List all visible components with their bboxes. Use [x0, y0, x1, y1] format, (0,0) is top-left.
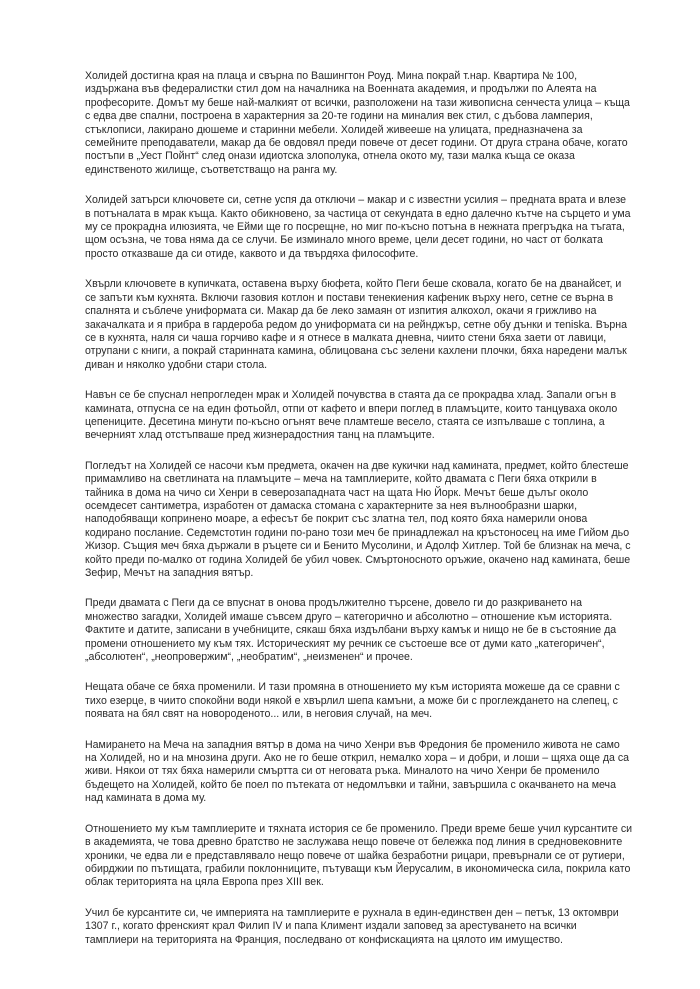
paragraph: Намирането на Меча на западния вятър в дома на чичо Хенри във Фредония бе променило живота не само на Холидей, но и на мнозина други. Ако не го беше открил, немалко хора – и добри, и лоши – щяха още да са живи. Някои от тях бяха намерили смъртта си от неговата ръка. Миналото на чичо Хенри бе променило бъдещето на Холидей, който бе поел по пътеката от недомлъвки и тайни, завършила с окачването на меча над камината в дома му. — [85, 738, 630, 805]
document-body — [85, 70, 633, 964]
paragraph: Навън се бе спуснал непрогледен мрак и Холидей почувства в стаята да се прокрадва хлад. Запали огън в камината, отпусна се на един фотьойл, отпи от кафето и впери поглед в пламъците, които танцуваха около цепениците. Десетина минути по-късно огънят вече пламтеше весело, стаята се изпълваше с топлина, а вечерният хлад отстъпваше пред жизнерадостния танц на пламъците. — [85, 389, 618, 442]
paragraph: Холидей затърси ключовете си, сетне успя да отключи – макар и с известни усилия – предната врата и влезе в потъналата в мрак къща. Както обикновено, за частица от секундата в едно далечно кътче на сърцето и ума му се прокрадна илюзията, че Ейми ще го посрещне, но миг по-късно потъна в нежната прегръдка на тъгата, щом осъзна, че това няма да се случи. Бе изминало много време, цели десет години, но част от болката просто отказваше да си отиде, каквото и да твърдяха философите. — [85, 194, 631, 260]
paragraph: Погледът на Холидей се насочи към предмета, окачен на две кукички над камината, предмет, който блестеше примамливо на светлината на пламъците – меча на тамплиерите, който двамата с Пеги бяха открили в тайника в дома на чичо си Хенри в северозападната част на щата Ню Йорк. Мечът беше дълъг около осемдесет сантиметра, изработен от дамаска стомана с характерните за нея вълнообразни шарки, наподобяващи копринено моаре, а ефесът бе покрит със златна тел, под която бяха намерили онова кодирано послание. Седемстотин години по-рано този меч бе принадлежал на кръстоносец на име Гийом дьо Жизор. Същия меч бяха държали в ръцете си и Бенито Мусолини, и Адолф Хитлер. Той бе близнак на меча, с който преди по-малко от година Холидей бе убил човек. Смъртоносното оръжие, окачено над камината, беше Зефир, Мечът на западния вятър. — [85, 459, 631, 579]
paragraph: Нещата обаче се бяха променили. И тази промяна в отношението му към историята можеше да се сравни с тихо езерце, в чиито спокойни води някой е хвърлил шепа камъни, а може би с проглеждането на слепец, с появата на бял свят на новороденото... или, в неговия случай, на меч. — [85, 681, 620, 721]
paragraph: Преди двамата с Пеги да се впуснат в онова продължително търсене, довело ги до разкриването на множество загадки, Холидей имаше съвсем друго – категорично и абсолютно – отношение към историята. Фактите и датите, записани в учебниците, сякаш бяха издълбани върху камък и нищо не бе в състояние да промени отношението му към тях. Историческият му речник се състоеше все от думи като „категоричен“, „абсолютен“, „неопровержим“, „необратим“, „неизменен“ и прочее. — [85, 597, 617, 664]
paragraph: Хвърли ключовете в купичката, оставена върху бюфета, който Пеги беше сковала, когато бе на дванайсет, и се запъти към кухнята. Включи газовия котлон и постави тенекиения кафеник върху него, сетне се върна в спалнята и съблече униформата си. Макар да бе леко замаян от изпития алкохол, окачи я грижливо на закачалката и я прибра в гардероба редом до униформата си на рейнджър, сетне обу дънки и теniska. Върна се в кухнята, наля си чаша горчиво кафе и я отнесе в малката дневна, чиито стени бяха заети от лавици, отрупани с книги, а покрай старинната камина, облицована със зелени кахлени плочки, бяха наредени малък диван и няколко удобни стари стола. — [85, 278, 628, 371]
paragraph: Отношението му към тамплиерите и тяхната история се бе променило. Преди време беше учил курсантите си в академията, че това древно братство не заслужава нещо повече от бележка под линия в средновековните хроники, че едва ли е представлявало нещо повече от шайка безработни рицари, превърнали се от рутиери, обирджии по пътищата, грабили поклонниците, пътуващи към Йерусалим, в икономическа сила, покрила като облак територията на цяла Европа през XIII век. — [85, 822, 633, 889]
paragraph: Холидей достигна края на плаца и свърна по Вашингтон Роуд. Мина покрай т.нар. Квартира № 100, издържана във федералистки стил дом на началника на Военната академия, и продължи по Алеята на професорите. Домът му беше най-малкият от всички, разположени на тази живописна сенчеста улица – къща с едва две спални, построена в характерния за 20-те години на миналия век стил, с дъбова ламперия, стъклописи, лакирано дюшеме и старинни мебели. Холидей живееше на улицата, предназначена за семейните преподаватели, макар да бе овдовял преди повече от десет години. От друга страна обаче, когато постъпи в „Уест Пойнт“ след онази идиотска злополука, отнела окото му, тази малка къща се оказа единственото жилище, съответстващо на ранга му. — [85, 70, 630, 176]
paragraph: Учил бе курсантите си, че империята на тамплиерите е рухнала в един-единствен ден – петък, 13 октомври 1307 г., когато френският крал Филип IV и папа Климент издали заповед за арестуването на всички тамплиери на територията на Франция, последвано от конфискацията на цялото им имущество. — [85, 906, 619, 946]
